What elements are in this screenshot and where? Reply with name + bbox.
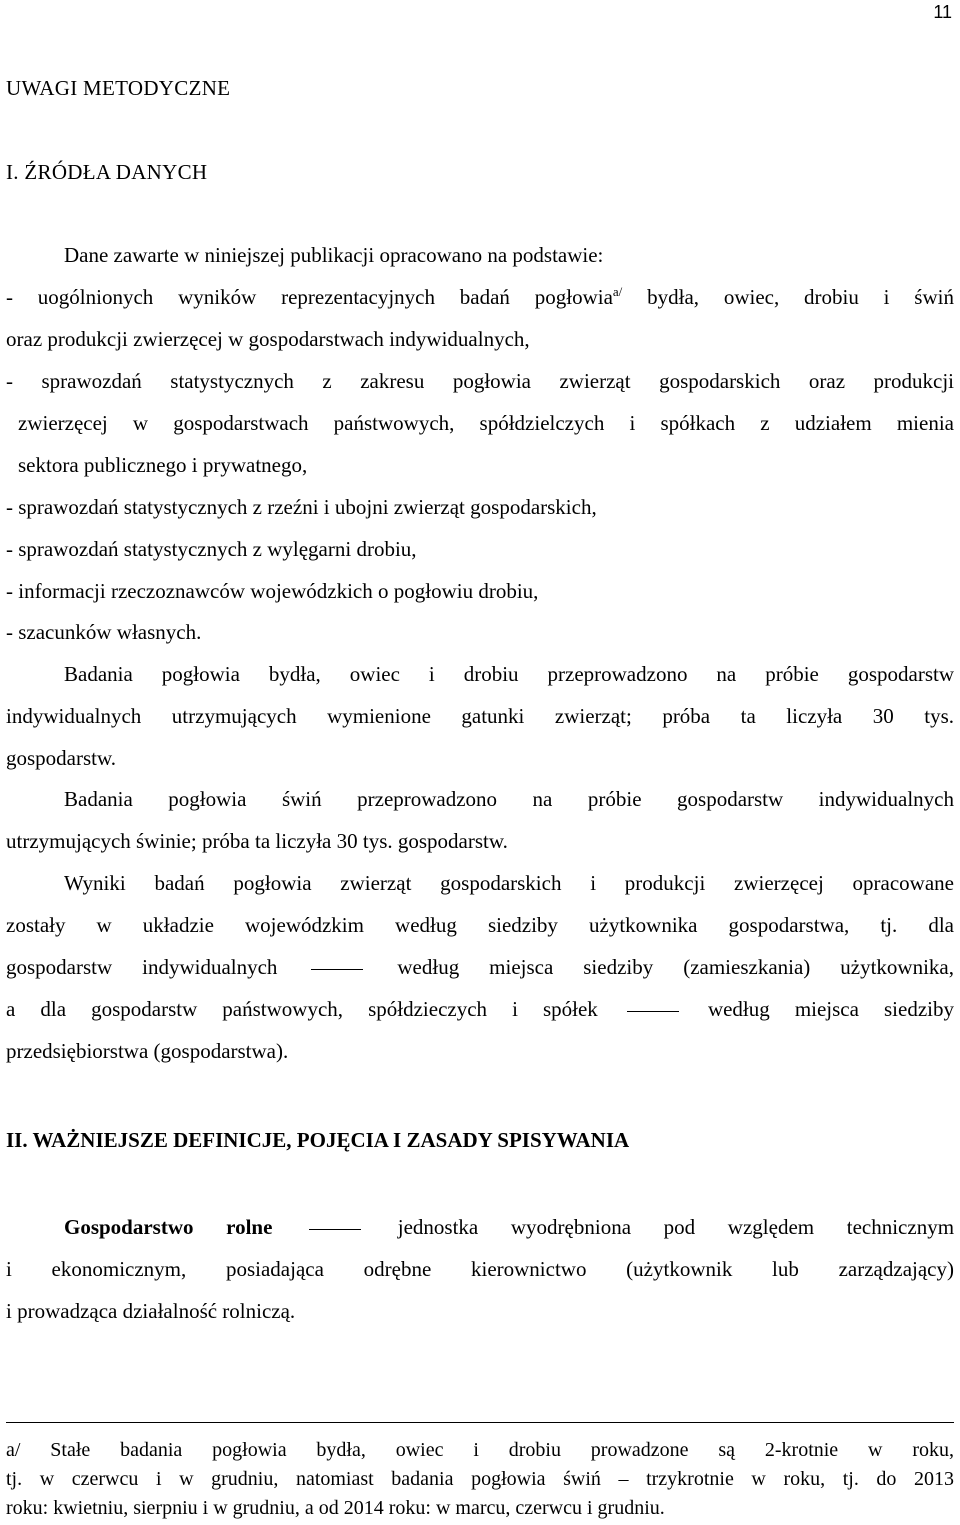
- paragraph-cattle-line-3: gospodarstw.: [6, 746, 117, 770]
- document-heading: UWAGI METODYCZNE: [6, 76, 231, 100]
- paragraph-pigs-line-2: utrzymujących świnie; próba ta liczyła 30 tys. gospodarstw.: [6, 829, 508, 853]
- sources-intro: Dane zawarte w niniejszej publikacji opracowano na podstawie:: [64, 243, 604, 267]
- paragraph-results-line-5: przedsiębiorstwa (gospodarstwa).: [6, 1039, 289, 1063]
- list-item-4: - sprawozdań statystycznych z wylęgarni drobiu,: [6, 537, 417, 561]
- list-item-1-text: - uogólnionych wyników reprezentacyjnych badań pogłowia: [6, 285, 613, 309]
- footnote-line-1: a/ Stałe badania pogłowia bydła, owiec i drobiu prowadzone są 2-krotnie w roku,: [6, 1439, 954, 1461]
- list-item-3: - sprawozdań statystycznych z rzeźni i ubojni zwierząt gospodarskich,: [6, 495, 597, 519]
- definition-text: jednostka wyodrębniona pod względem technicznym: [397, 1215, 955, 1239]
- footnote-line-3: roku: kwietniu, sierpniu i w grudniu, a od 2014 roku: w marcu, czerwcu i grudniu.: [6, 1497, 665, 1519]
- dash: [311, 969, 363, 970]
- list-item-2-line-2: zwierzęcej w gospodarstwach państwowych, spółdzielczych i spółkach z udziałem mienia: [18, 411, 954, 435]
- section-title-definitions: II. WAŻNIEJSZE DEFINICJE, POJĘCIA I ZASADY SPISYWANIA: [6, 1128, 630, 1152]
- list-item-5: - informacji rzeczoznawców wojewódzkich o pogłowiu drobiu,: [6, 579, 539, 603]
- list-item-6: - szacunków własnych.: [6, 620, 202, 644]
- paragraph-results-line-3: [6, 955, 954, 979]
- dash: [627, 1011, 679, 1012]
- list-item-1-line-2: oraz produkcji zwierzęcej w gospodarstwach indywidualnych,: [6, 327, 530, 351]
- paragraph-results-line-2: zostały w układzie wojewódzkim według siedziby użytkownika gospodarstwa, tj. dla: [6, 913, 954, 937]
- definition-term: Gospodarstwo rolne: [64, 1215, 273, 1239]
- paragraph-cattle-line-2: indywidualnych utrzymujących wymienione gatunki zwierząt; próba ta liczyła 30 tys.: [6, 704, 954, 728]
- dash: [309, 1229, 361, 1230]
- paragraph-results-line-4: [6, 997, 954, 1021]
- definition-line-1: [64, 1215, 954, 1239]
- list-item-2-line-3: sektora publicznego i prywatnego,: [18, 453, 308, 477]
- footnote-marker: a/: [612, 284, 623, 299]
- section-title-sources: I. ŹRÓDŁA DANYCH: [6, 160, 208, 184]
- paragraph-results-line-1: Wyniki badań pogłowia zwierząt gospodarskich i produkcji zwierzęcej opracowane: [64, 871, 954, 895]
- results-line-3-part-2: według miejsca siedziby (zamieszkania) użytkownika,: [397, 955, 954, 979]
- definition-line-2: i ekonomicznym, posiadająca odrębne kierownictwo (użytkownik lub zarządzający): [6, 1257, 954, 1281]
- list-item-2: - sprawozdań statystycznych z zakresu pogłowia zwierząt gospodarskich oraz produkcji: [6, 369, 954, 393]
- paragraph-pigs-line-1: Badania pogłowia świń przeprowadzono na próbie gospodarstw indywidualnych: [64, 787, 954, 811]
- results-line-4-part-1: a dla gospodarstw państwowych, spółdzieczych i spółek: [6, 997, 598, 1021]
- results-line-3-part-1: gospodarstw indywidualnych: [6, 955, 278, 979]
- definition-line-3: i prowadząca działalność rolniczą.: [6, 1299, 296, 1323]
- list-item-1: [6, 285, 954, 309]
- paragraph-cattle-line-1: Badania pogłowia bydła, owiec i drobiu przeprowadzono na próbie gospodarstw: [64, 662, 954, 686]
- footnote-line-2: tj. w czerwcu i w grudniu, natomiast badania pogłowia świń – trzykrotnie w roku, tj. do 2013: [6, 1468, 954, 1490]
- page-number: 11: [933, 2, 952, 22]
- results-line-4-part-2: według miejsca siedziby: [707, 997, 954, 1021]
- footnote-divider: [6, 1422, 954, 1423]
- list-item-1-text-cont: bydła, owiec, drobiu i świń: [622, 285, 954, 309]
